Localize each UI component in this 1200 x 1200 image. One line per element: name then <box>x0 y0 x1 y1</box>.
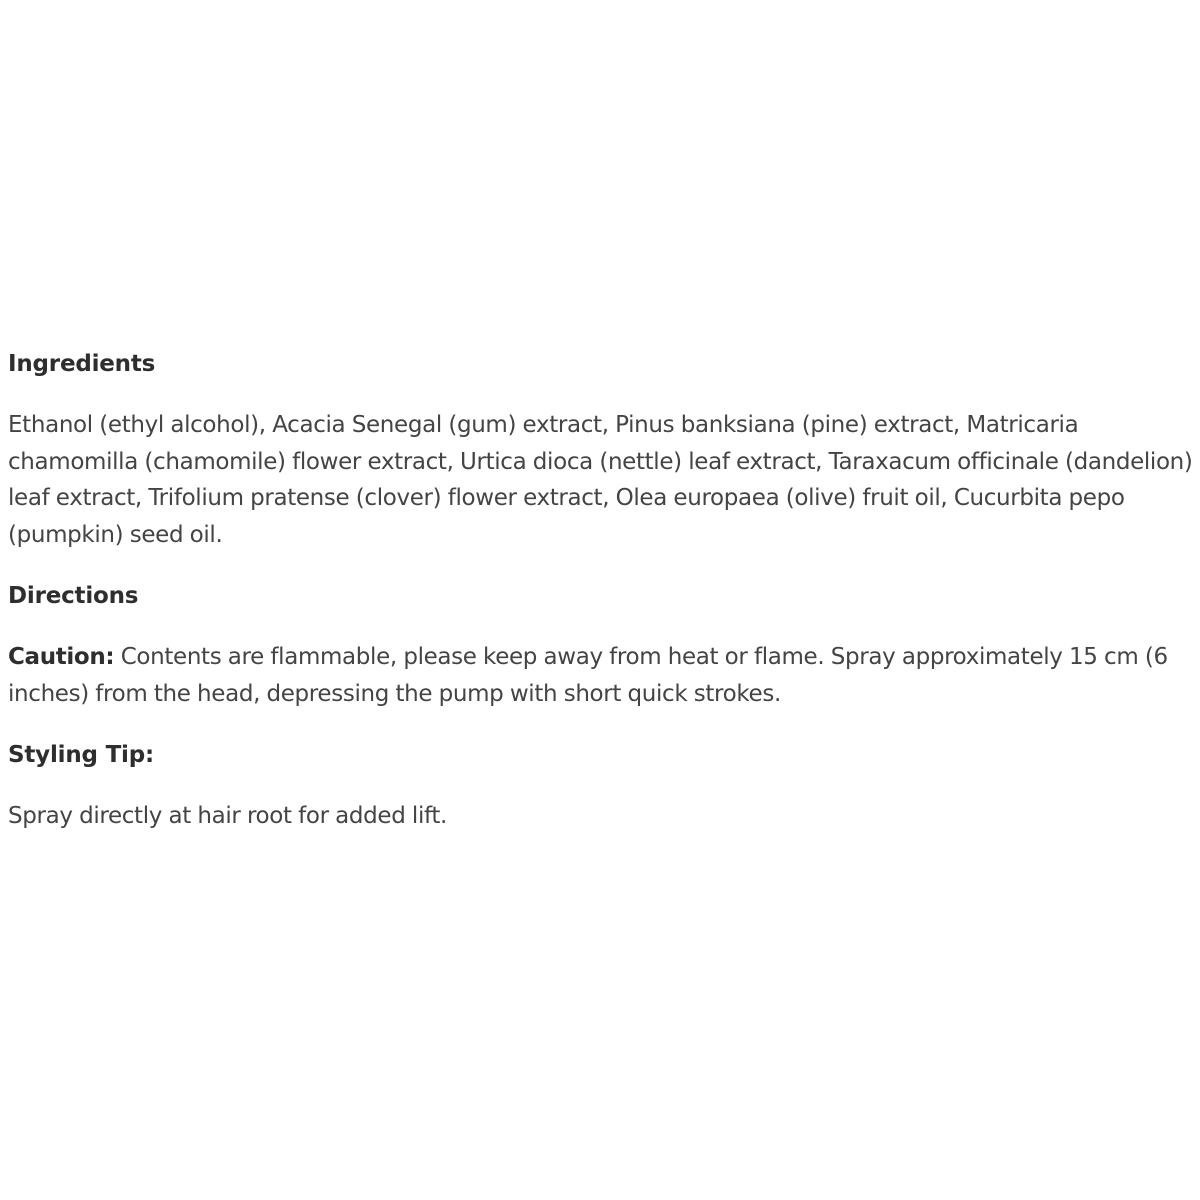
styling-tip-text: Spray directly at hair root for added lift. <box>8 803 447 829</box>
directions-heading: Directions <box>8 583 139 609</box>
product-details <box>8 346 1198 860</box>
directions-text <box>8 639 1198 712</box>
ingredients-text: Ethanol (ethyl alcohol), Acacia Senegal (gum) extract, Pinus banksiana (pine) extract, Matricaria chamomilla (chamomile) flower extract, Urtica dioca (nettle) leaf extract, Taraxacum officinale (dandelion) leaf extract, Trifolium pratense (clover) flower extract, Olea europaea (olive) fruit oil, Cucurbita pepo (pumpkin) seed oil. <box>8 412 1193 548</box>
styling-tip-heading: Styling Tip: <box>8 742 154 768</box>
caution-label: Caution: <box>8 644 115 670</box>
ingredients-heading: Ingredients <box>8 351 156 377</box>
caution-text: Contents are flammable, please keep away from heat or flame. Spray approximately 15 cm (6 inches) from the head, depressing the pump with short quick strokes. <box>8 644 1168 707</box>
